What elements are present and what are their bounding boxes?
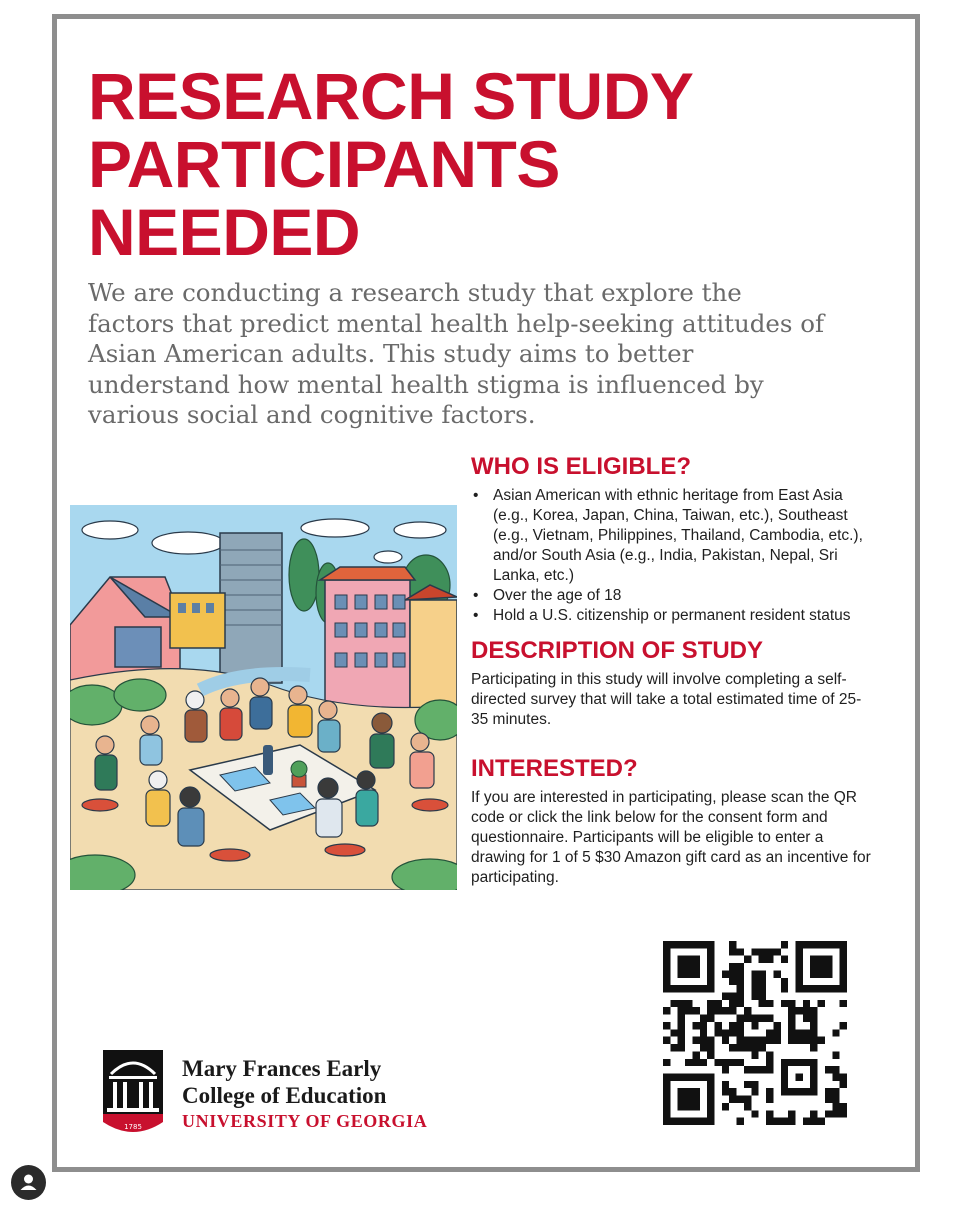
logo-year: 1785 [124,1123,142,1131]
intro-paragraph: We are conducting a research study that explore the factors that predict mental health help-seeking attitudes of Asian American adults. This study aims to better understand how mental health stigma is influenced by various social and cognitive factors. [88,278,825,429]
title-line: RESEARCH STUDY [88,59,694,133]
college-name-line2: College of Education [182,1083,387,1108]
description-heading: DESCRIPTION OF STUDY [471,637,764,664]
uga-arch-logo [103,1050,163,1138]
eligibility-item: • Over the age of 18 [493,586,871,606]
qr-code[interactable] [663,941,847,1125]
interested-heading: INTERESTED? [471,755,638,782]
title-line: NEEDED [88,195,361,269]
person-icon [11,1165,46,1200]
university-name: UNIVERSITY OF GEORGIA [182,1111,428,1131]
eligibility-list [471,486,871,626]
eligibility-item: • Hold a U.S. citizenship or permanent resident status [493,606,871,626]
right-column [471,452,871,888]
eligibility-item: • Asian American with ethnic heritage from East Asia (e.g., Korea, Japan, China, Taiwan, etc.), Southeast (e.g., Vietnam, Philippines, Thailand, Cambodia, etc.), and/or South Asia (e.g., India, Pakistan, Nepal, Sri Lanka, etc.) [493,486,871,586]
title-line: PARTICIPANTS [88,127,560,201]
interested-text: If you are interested in participating, please scan the QR code or click the link below for the consent form and questionnaire. Participants will be eligible to enter a drawing for 1 of 5 $30 Amazon gift card as an incentive for participating. [471,789,871,886]
user-avatar-icon[interactable] [11,1165,46,1200]
college-name-line1: Mary Frances Early [182,1056,382,1081]
college-wordmark [182,1055,427,1133]
eligibility-heading: WHO IS ELIGIBLE? [471,453,691,480]
flyer-title [88,59,694,269]
description-text: Participating in this study will involve completing a self-directed survey that will take a total estimated time of 25-35 minutes. [471,671,862,728]
community-illustration [70,505,457,890]
